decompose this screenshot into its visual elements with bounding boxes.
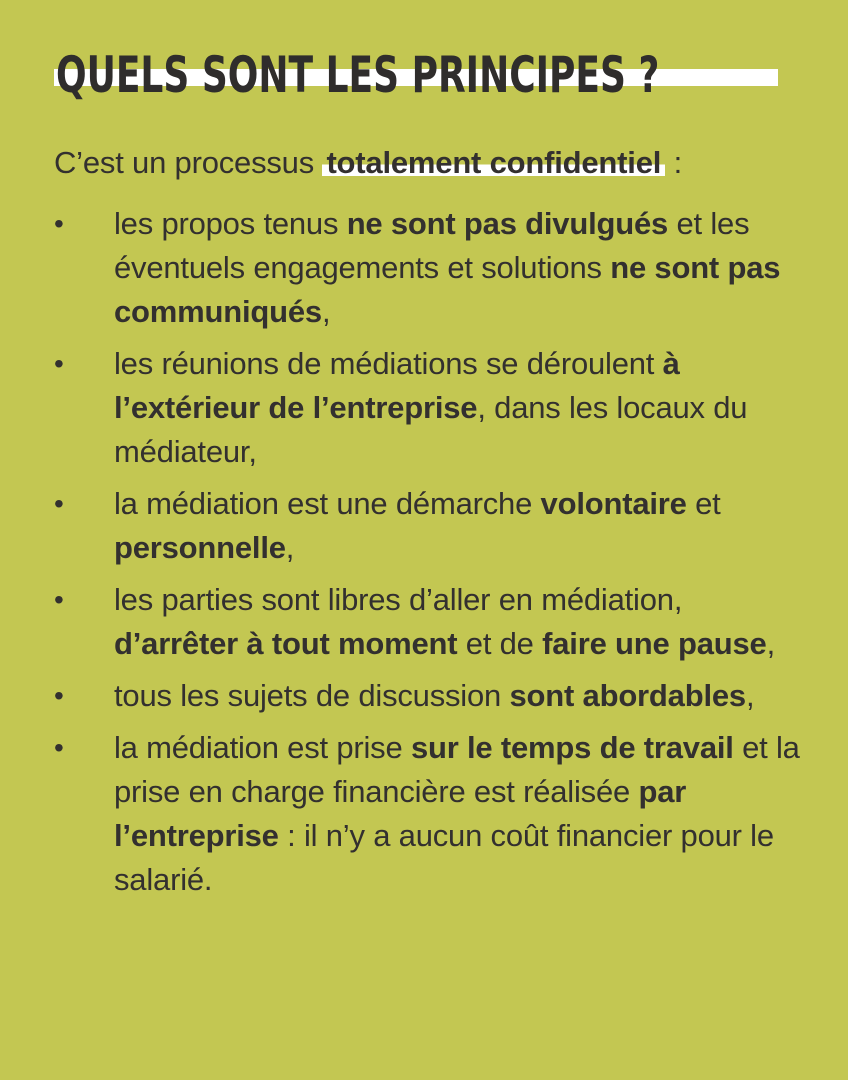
item-text: les propos tenus: [114, 206, 347, 241]
item-text: ,: [745, 678, 755, 713]
item-text: ,: [766, 626, 775, 661]
item-text: ,: [321, 294, 331, 329]
item-text: tous les sujets de discussion: [114, 678, 510, 713]
bullet-icon: •: [54, 208, 64, 239]
intro-text-end: :: [665, 145, 682, 180]
page-title: QUELS SONT LES PRINCIPES ?: [56, 46, 660, 104]
item-text: et la prise en charge financière est réalisée: [114, 730, 800, 809]
item-text: les parties sont libres d’aller en médiation,: [114, 582, 683, 617]
item-text: la médiation est prise: [114, 730, 411, 765]
item-bold: faire une pause: [542, 626, 767, 661]
title-block: [54, 44, 778, 106]
bullet-icon: •: [54, 732, 64, 763]
item-text: et les éventuels engagements et solutions: [114, 206, 750, 285]
intro-highlight: totalement confidentiel: [322, 145, 665, 180]
item-bold: sont abordables: [509, 678, 746, 713]
item-text: : il n’y a aucun coût financier pour le salarié.: [114, 818, 774, 897]
principles-list: [54, 202, 814, 910]
item-text: ,: [285, 530, 295, 565]
item-bold: ne sont pas communiqués: [114, 250, 781, 329]
item-text: la médiation est une démarche: [114, 486, 541, 521]
list-item: [54, 482, 814, 570]
list-item: [54, 726, 814, 902]
item-bold: par l’entreprise: [114, 774, 687, 853]
item-bold: ne sont pas divulgués: [346, 206, 669, 241]
item-bold: sur le temps de travail: [410, 730, 734, 765]
bullet-icon: •: [54, 680, 64, 711]
item-bold: d’arrêter à tout moment: [114, 626, 458, 661]
list-item: [54, 342, 814, 474]
item-text: , dans les locaux du médiateur,: [114, 390, 748, 469]
bullet-icon: •: [54, 488, 64, 519]
list-item: [54, 578, 814, 666]
list-item: [54, 202, 814, 334]
intro-text: C’est un processus: [54, 145, 323, 180]
bullet-icon: •: [54, 348, 64, 379]
item-text: les réunions de médiations se déroulent: [114, 346, 663, 381]
bullet-icon: •: [54, 584, 64, 615]
item-bold: volontaire: [540, 486, 687, 521]
intro-sentence: [54, 141, 814, 185]
list-item: [54, 674, 814, 718]
item-text: et: [686, 486, 721, 521]
item-bold: personnelle: [114, 530, 286, 565]
item-bold: à l’extérieur de l’entreprise: [114, 346, 680, 425]
item-text: et de: [457, 626, 543, 661]
